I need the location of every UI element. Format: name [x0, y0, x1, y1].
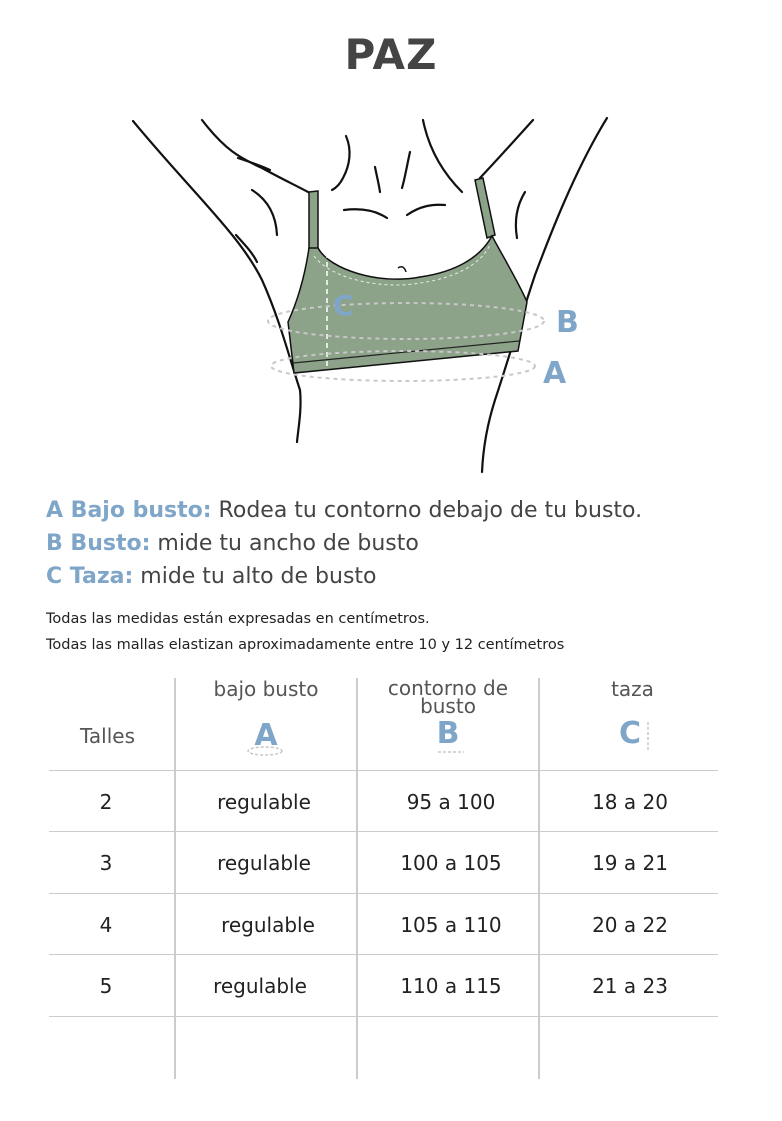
- cell-bajo-busto: regulable: [221, 913, 315, 937]
- cell-talle: 3: [99, 851, 113, 875]
- page-title: PAZ: [344, 30, 438, 79]
- cell-contorno: 105 a 110: [400, 913, 502, 937]
- cell-contorno: 100 a 105: [400, 851, 502, 875]
- header-c-icon: [645, 720, 651, 752]
- header-letter-a: A: [254, 718, 278, 753]
- note-units: Todas las medidas están expresadas en centímetros.: [46, 611, 430, 627]
- header-talles: Talles: [80, 724, 135, 748]
- legend-a-text: Rodea tu contorno debajo de tu busto.: [211, 498, 643, 523]
- cell-bajo-busto: regulable: [217, 851, 311, 875]
- table-divider: [49, 770, 718, 771]
- header-a-icon: [245, 745, 285, 757]
- table-divider: [49, 831, 718, 832]
- cell-taza: 20 a 22: [592, 913, 668, 937]
- legend-a-key: A Bajo busto:: [46, 498, 212, 523]
- legend-b-key: B Busto:: [46, 531, 151, 556]
- cell-taza: 21 a 23: [592, 974, 668, 998]
- header-contorno-line1: contorno de: [387, 676, 509, 700]
- header-contorno-line2: busto: [420, 694, 476, 718]
- legend-c-key: C Taza:: [46, 564, 134, 589]
- header-letter-c: C: [618, 716, 642, 751]
- label-b: B: [556, 305, 579, 340]
- table-divider: [49, 954, 718, 955]
- header-letter-b: B: [436, 716, 460, 751]
- legend-c-text: mide tu alto de busto: [133, 564, 377, 589]
- label-c: C: [333, 289, 354, 322]
- cell-taza: 19 a 21: [592, 851, 668, 875]
- cell-contorno: 110 a 115: [400, 974, 502, 998]
- cell-contorno: 95 a 100: [406, 790, 496, 814]
- header-b-icon: [436, 749, 466, 755]
- label-a: A: [543, 356, 567, 391]
- table-divider: [49, 1016, 718, 1017]
- table-divider: [49, 893, 718, 894]
- note-elastic: Todas las mallas elastizan aproximadamente entre 10 y 12 centímetros: [46, 637, 565, 653]
- legend-b-text: mide tu ancho de busto: [150, 531, 419, 556]
- header-taza: taza: [611, 677, 654, 701]
- header-bajo-busto: bajo busto: [213, 677, 319, 701]
- cell-bajo-busto: regulable: [213, 974, 307, 998]
- cell-bajo-busto: regulable: [217, 790, 311, 814]
- cell-talle: 4: [99, 913, 113, 937]
- cell-talle: 2: [99, 790, 113, 814]
- cell-talle: 5: [99, 974, 113, 998]
- cell-taza: 18 a 20: [592, 790, 668, 814]
